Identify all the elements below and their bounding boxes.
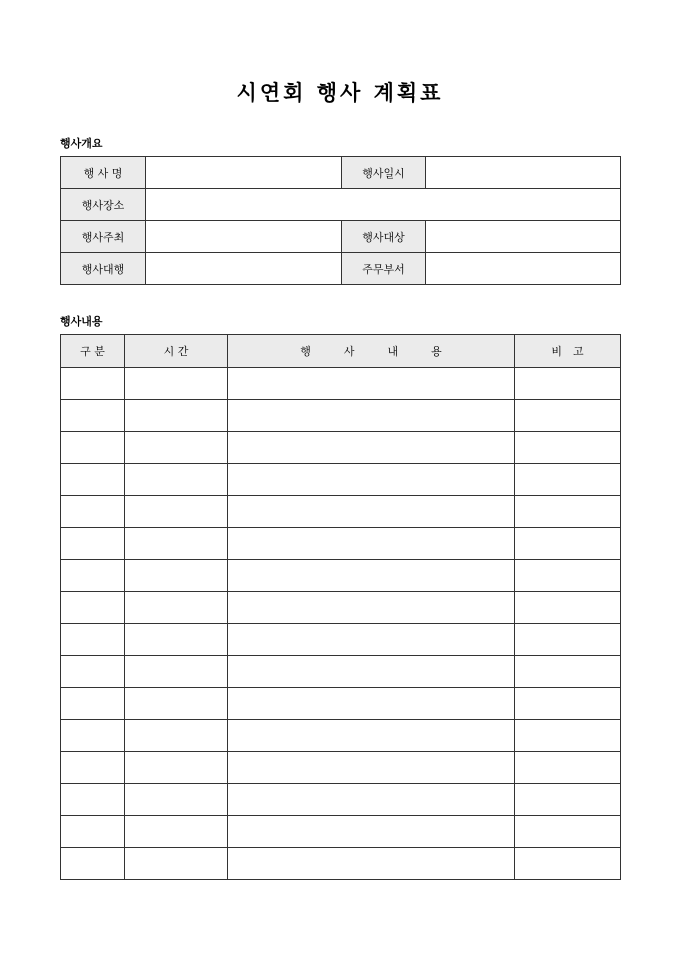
event-content-cell[interactable] xyxy=(228,688,515,720)
remarks-cell[interactable] xyxy=(515,400,621,432)
remarks-cell[interactable] xyxy=(515,720,621,752)
category-cell[interactable] xyxy=(61,848,125,880)
remarks-cell[interactable] xyxy=(515,816,621,848)
time-cell[interactable] xyxy=(125,496,228,528)
remarks-cell[interactable] xyxy=(515,784,621,816)
event-content-cell[interactable] xyxy=(228,848,515,880)
event-agency-label: 행사대행 xyxy=(61,253,146,285)
table-row xyxy=(61,784,621,816)
event-host-label: 행사주최 xyxy=(61,221,146,253)
category-cell[interactable] xyxy=(61,816,125,848)
event-agency-field[interactable] xyxy=(146,253,342,285)
time-cell[interactable] xyxy=(125,464,228,496)
category-cell[interactable] xyxy=(61,720,125,752)
category-cell[interactable] xyxy=(61,624,125,656)
column-header-category: 구 분 xyxy=(61,335,125,368)
time-cell[interactable] xyxy=(125,432,228,464)
table-row xyxy=(61,560,621,592)
event-place-label: 행사장소 xyxy=(61,189,146,221)
event-content-table xyxy=(60,334,621,880)
event-content-cell[interactable] xyxy=(228,496,515,528)
table-row xyxy=(61,688,621,720)
column-header-event-content: 행 사 내 용 xyxy=(228,335,515,368)
remarks-cell[interactable] xyxy=(515,432,621,464)
category-cell[interactable] xyxy=(61,432,125,464)
remarks-cell[interactable] xyxy=(515,368,621,400)
event-date-field[interactable] xyxy=(426,157,621,189)
event-content-cell[interactable] xyxy=(228,752,515,784)
time-cell[interactable] xyxy=(125,784,228,816)
table-row xyxy=(61,816,621,848)
event-host-field[interactable] xyxy=(146,221,342,253)
content-section-title: 행사내용 xyxy=(60,315,103,328)
table-header-row xyxy=(61,335,621,368)
event-name-field[interactable] xyxy=(146,157,342,189)
event-content-cell[interactable] xyxy=(228,368,515,400)
category-cell[interactable] xyxy=(61,560,125,592)
category-cell[interactable] xyxy=(61,368,125,400)
table-row xyxy=(61,720,621,752)
table-row xyxy=(61,464,621,496)
time-cell[interactable] xyxy=(125,368,228,400)
event-content-cell[interactable] xyxy=(228,816,515,848)
time-cell[interactable] xyxy=(125,848,228,880)
category-cell[interactable] xyxy=(61,528,125,560)
event-place-field[interactable] xyxy=(146,189,621,221)
table-row xyxy=(61,656,621,688)
remarks-cell[interactable] xyxy=(515,656,621,688)
table-row xyxy=(61,368,621,400)
category-cell[interactable] xyxy=(61,400,125,432)
event-target-label: 행사대상 xyxy=(342,221,426,253)
category-cell[interactable] xyxy=(61,784,125,816)
table-row xyxy=(61,624,621,656)
event-content-cell[interactable] xyxy=(228,720,515,752)
event-content-cell[interactable] xyxy=(228,592,515,624)
category-cell[interactable] xyxy=(61,592,125,624)
category-cell[interactable] xyxy=(61,464,125,496)
event-name-label: 행 사 명 xyxy=(61,157,146,189)
table-row xyxy=(61,528,621,560)
time-cell[interactable] xyxy=(125,720,228,752)
event-content-cell[interactable] xyxy=(228,528,515,560)
event-content-cell[interactable] xyxy=(228,432,515,464)
remarks-cell[interactable] xyxy=(515,560,621,592)
event-content-cell[interactable] xyxy=(228,656,515,688)
event-overview-table xyxy=(60,156,621,285)
time-cell[interactable] xyxy=(125,656,228,688)
main-department-label: 주무부서 xyxy=(342,253,426,285)
time-cell[interactable] xyxy=(125,592,228,624)
event-date-label: 행사일시 xyxy=(342,157,426,189)
category-cell[interactable] xyxy=(61,752,125,784)
remarks-cell[interactable] xyxy=(515,528,621,560)
time-cell[interactable] xyxy=(125,400,228,432)
category-cell[interactable] xyxy=(61,656,125,688)
event-content-cell[interactable] xyxy=(228,464,515,496)
table-row xyxy=(61,496,621,528)
remarks-cell[interactable] xyxy=(515,848,621,880)
table-row xyxy=(61,400,621,432)
column-header-remarks: 비 고 xyxy=(515,335,621,368)
table-row xyxy=(61,221,621,253)
time-cell[interactable] xyxy=(125,624,228,656)
remarks-cell[interactable] xyxy=(515,624,621,656)
event-content-cell[interactable] xyxy=(228,400,515,432)
time-cell[interactable] xyxy=(125,688,228,720)
time-cell[interactable] xyxy=(125,560,228,592)
event-content-cell[interactable] xyxy=(228,560,515,592)
event-content-cell[interactable] xyxy=(228,624,515,656)
remarks-cell[interactable] xyxy=(515,752,621,784)
remarks-cell[interactable] xyxy=(515,496,621,528)
overview-section-title: 행사개요 xyxy=(60,137,103,150)
time-cell[interactable] xyxy=(125,816,228,848)
table-row xyxy=(61,592,621,624)
table-row xyxy=(61,253,621,285)
table-row xyxy=(61,157,621,189)
time-cell[interactable] xyxy=(125,528,228,560)
event-target-field[interactable] xyxy=(426,221,621,253)
time-cell[interactable] xyxy=(125,752,228,784)
remarks-cell[interactable] xyxy=(515,688,621,720)
table-row xyxy=(61,432,621,464)
remarks-cell[interactable] xyxy=(515,464,621,496)
document-title: 시연회 행사 계획표 xyxy=(236,80,444,105)
table-row xyxy=(61,848,621,880)
column-header-time: 시 간 xyxy=(125,335,228,368)
category-cell[interactable] xyxy=(61,496,125,528)
remarks-cell[interactable] xyxy=(515,592,621,624)
table-row xyxy=(61,752,621,784)
table-row xyxy=(61,189,621,221)
category-cell[interactable] xyxy=(61,688,125,720)
main-department-field[interactable] xyxy=(426,253,621,285)
event-content-cell[interactable] xyxy=(228,784,515,816)
